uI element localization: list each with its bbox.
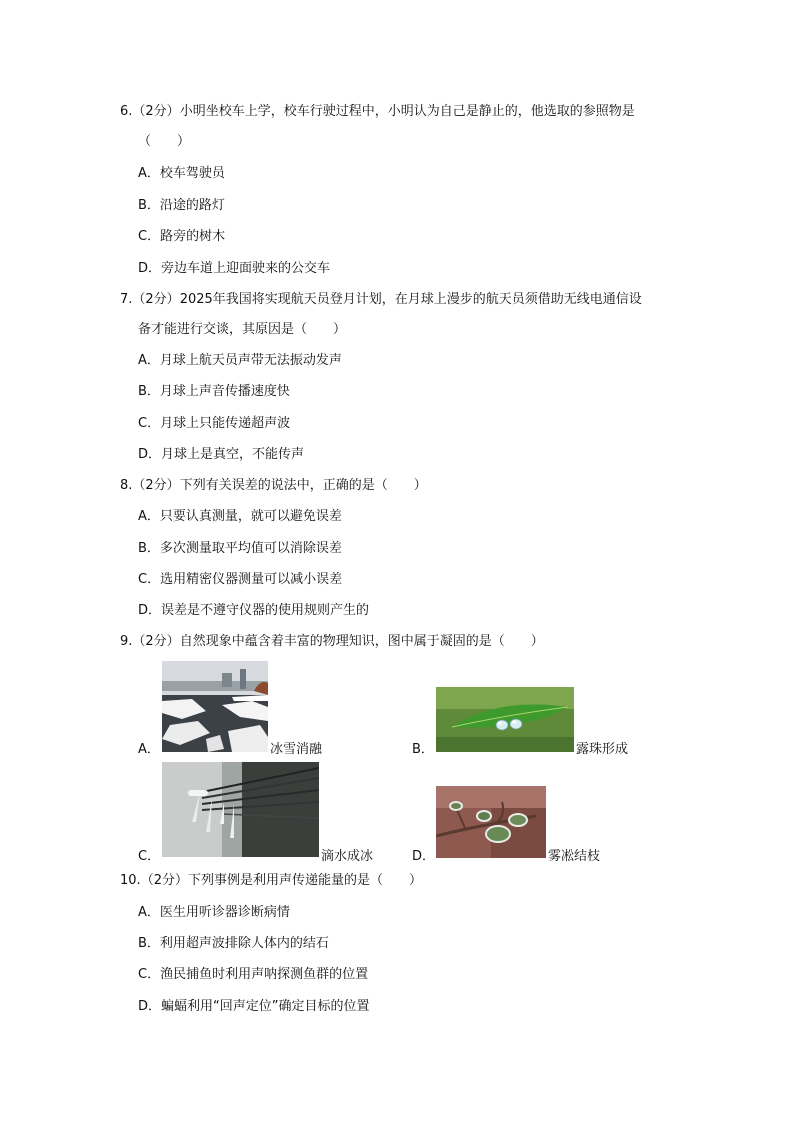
- question-score: （2分）: [132, 292, 180, 307]
- question-number: 8.: [120, 478, 133, 493]
- question-8-option-b[interactable]: B．多次测量取平均值可以消除误差: [138, 541, 342, 556]
- question-9-option-c-caption: 滴水成冰: [321, 849, 374, 864]
- question-number: 9.: [120, 634, 133, 649]
- melting-snow-image[interactable]: [162, 661, 268, 752]
- question-number: 7.: [120, 292, 133, 307]
- icicles-image[interactable]: [162, 762, 319, 857]
- question-9-option-a-caption: 冰雪消融: [270, 742, 323, 757]
- question-text: 2025年我国将实现航天员登月计划，在月球上漫步的航天员须借助无线电通信设: [179, 292, 642, 307]
- question-6-stem: [120, 103, 635, 121]
- question-10-option-c[interactable]: C．渔民捕鱼时利用声呐探测鱼群的位置: [138, 967, 369, 982]
- dew-drops-image[interactable]: [436, 687, 574, 752]
- rime-branch-image[interactable]: [436, 786, 546, 858]
- question-8-option-c[interactable]: C．选用精密仪器测量可以减小误差: [138, 572, 343, 587]
- question-score: （2分）: [132, 478, 180, 493]
- question-6-option-c[interactable]: C．路旁的树木: [138, 229, 226, 244]
- question-6-option-d[interactable]: D．旁边车道上迎面驶来的公交车: [138, 261, 331, 276]
- question-number: 6.: [120, 104, 133, 119]
- question-7-option-c[interactable]: C．月球上只能传递超声波: [138, 416, 291, 431]
- question-7-option-a[interactable]: A．月球上航天员声带无法振动发声: [138, 353, 342, 368]
- question-6-stem-cont: （ ）: [138, 134, 191, 149]
- question-text: 下列事例是利用声传递能量的是（ ）: [187, 873, 422, 888]
- question-10-option-a[interactable]: A．医生用听诊器诊断病情: [138, 905, 290, 920]
- question-9-option-b-caption: 露珠形成: [576, 742, 629, 757]
- question-7-stem: [120, 291, 642, 309]
- question-10-stem: [120, 872, 422, 890]
- question-text: 自然现象中蕴含着丰富的物理知识，图中属于凝固的是（ ）: [179, 634, 544, 649]
- question-7-option-d[interactable]: D．月球上是真空，不能传声: [138, 447, 305, 462]
- question-text: 下列有关误差的说法中，正确的是（ ）: [179, 478, 427, 493]
- question-6-option-a[interactable]: A．校车驾驶员: [138, 166, 225, 181]
- question-7-stem-cont: 备才能进行交谈，其原因是（ ）: [138, 322, 347, 337]
- question-9-option-d-label[interactable]: D．: [412, 849, 436, 864]
- question-10-option-b[interactable]: B．利用超声波排除人体内的结石: [138, 936, 329, 951]
- question-7-option-b[interactable]: B．月球上声音传播速度快: [138, 384, 290, 399]
- question-6-option-b[interactable]: B．沿途的路灯: [138, 198, 225, 213]
- question-8-option-d[interactable]: D．误差是不遵守仪器的使用规则产生的: [138, 603, 370, 618]
- question-score: （2分）: [132, 104, 180, 119]
- question-9-option-d-caption: 雾凇结枝: [548, 849, 601, 864]
- question-9-stem: [120, 633, 544, 651]
- question-score: （2分）: [132, 634, 180, 649]
- question-score: （2分）: [140, 873, 188, 888]
- question-8-option-a[interactable]: A．只要认真测量，就可以避免误差: [138, 509, 342, 524]
- question-10-option-d[interactable]: D．蝙蝠利用“回声定位”确定目标的位置: [138, 999, 370, 1014]
- question-9-option-c-label[interactable]: C．: [138, 849, 161, 864]
- question-8-stem: [120, 477, 427, 495]
- question-9-option-b-label[interactable]: B．: [412, 742, 434, 757]
- question-text: 小明坐校车上学，校车行驶过程中，小明认为自己是静止的，他选取的参照物是: [179, 104, 635, 119]
- question-number: 10.: [120, 873, 141, 888]
- question-9-option-a-label[interactable]: A．: [138, 742, 160, 757]
